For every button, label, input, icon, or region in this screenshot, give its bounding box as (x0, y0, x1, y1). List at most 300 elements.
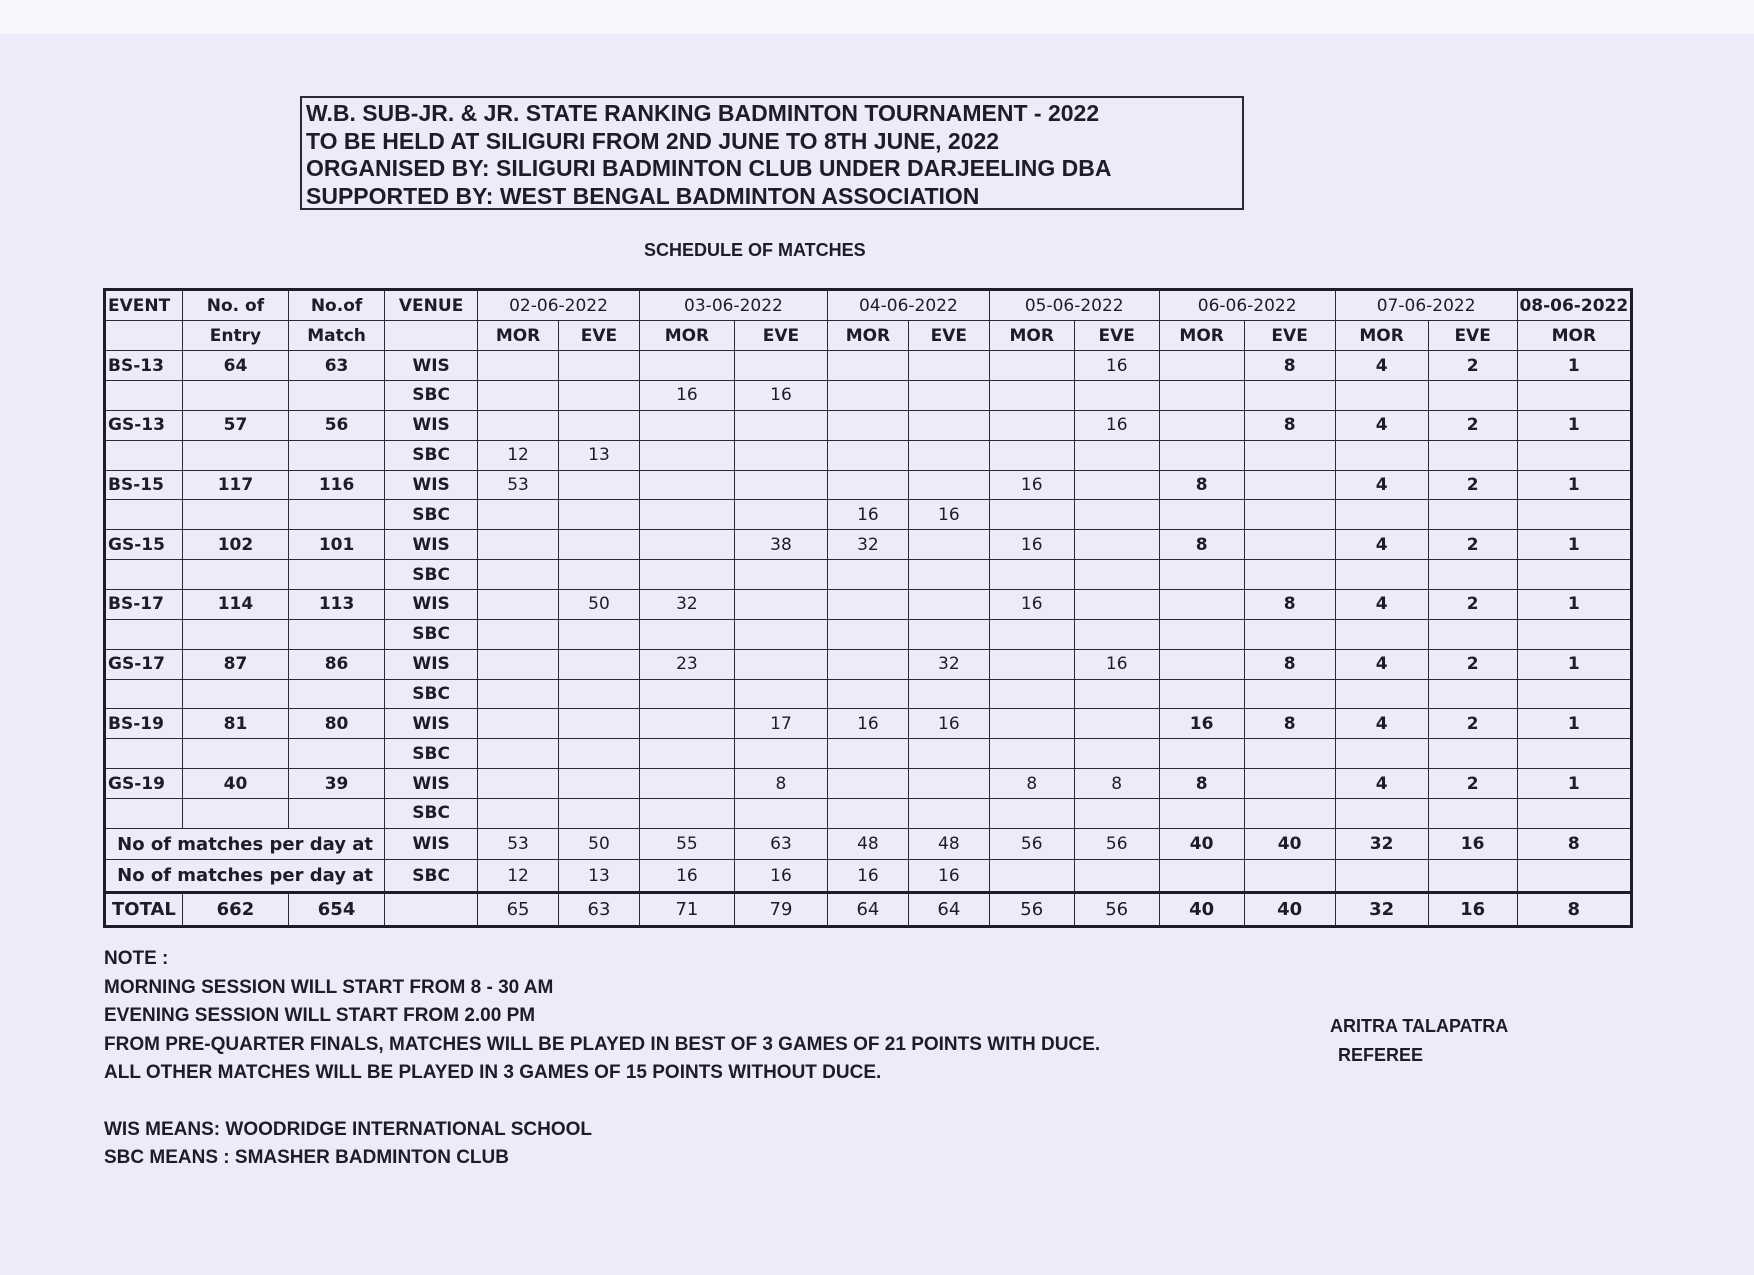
schedule-cell: 50 (559, 590, 640, 620)
event-match: 39 (289, 769, 385, 799)
schedule-cell (1517, 560, 1631, 590)
per-day-cell: 16 (908, 860, 989, 893)
event-entry-blank (182, 619, 288, 649)
event-match: 113 (289, 590, 385, 620)
schedule-cell (1428, 440, 1517, 470)
schedule-cell: 1 (1517, 470, 1631, 500)
schedule-cell (1244, 679, 1335, 709)
schedule-cell: 1 (1517, 410, 1631, 440)
schedule-cell: 16 (989, 590, 1074, 620)
schedule-cell (478, 410, 559, 440)
schedule-cell (1428, 500, 1517, 530)
table-row (105, 828, 1632, 859)
schedule-cell (734, 679, 827, 709)
event-name: BS-13 (105, 351, 183, 381)
per-day-cell: 32 (1335, 828, 1428, 859)
per-day-cell: 53 (478, 828, 559, 859)
schedule-cell: 2 (1428, 709, 1517, 739)
venue-legend-line: WIS MEANS: WOODRIDGE INTERNATIONAL SCHOOL (104, 1118, 593, 1140)
total-cell: 79 (734, 892, 827, 926)
table-row (105, 440, 1632, 470)
schedule-cell (639, 470, 734, 500)
event-match: 80 (289, 709, 385, 739)
event-match: 63 (289, 351, 385, 381)
schedule-cell (478, 619, 559, 649)
event-entry: 64 (182, 351, 288, 381)
schedule-cell: 1 (1517, 351, 1631, 381)
schedule-cell (1159, 649, 1244, 679)
schedule-cell (1074, 739, 1159, 769)
per-day-cell: 16 (827, 860, 908, 893)
header-entry: No. of (182, 290, 288, 321)
schedule-cell (639, 410, 734, 440)
header-line: W.B. SUB-JR. & JR. STATE RANKING BADMINTON TOURNAMENT - 2022 (306, 100, 1100, 126)
schedule-cell: 32 (639, 590, 734, 620)
schedule-cell: 1 (1517, 709, 1631, 739)
header-line: TO BE HELD AT SILIGURI FROM 2ND JUNE TO 8TH JUNE, 2022 (306, 127, 1000, 154)
schedule-cell: 16 (639, 381, 734, 411)
schedule-cell (1428, 560, 1517, 590)
schedule-cell (1074, 470, 1159, 500)
event-entry-blank (182, 739, 288, 769)
schedule-cell (827, 619, 908, 649)
schedule-cell (639, 769, 734, 799)
schedule-cell: 4 (1335, 410, 1428, 440)
schedule-cell (1244, 530, 1335, 560)
schedule-subtitle: SCHEDULE OF MATCHES (644, 240, 866, 260)
header-session: MOR (639, 321, 734, 351)
schedule-cell (559, 799, 640, 829)
schedule-cell (1428, 739, 1517, 769)
schedule-cell (1428, 679, 1517, 709)
schedule-cell (989, 351, 1074, 381)
table-row (105, 649, 1632, 679)
event-match: 101 (289, 530, 385, 560)
total-cell: 71 (639, 892, 734, 926)
schedule-cell (1159, 351, 1244, 381)
schedule-cell (908, 351, 989, 381)
schedule-cell (478, 381, 559, 411)
schedule-cell (827, 649, 908, 679)
header-entry: Entry (182, 321, 288, 351)
header-line: ORGANISED BY: SILIGURI BADMINTON CLUB UNDER DARJEELING DBA (306, 155, 1112, 181)
schedule-cell: 2 (1428, 410, 1517, 440)
schedule-cell (559, 739, 640, 769)
tournament-header-box (300, 96, 1244, 210)
total-cell: 63 (559, 892, 640, 926)
event-match: 56 (289, 410, 385, 440)
venue-sbc: SBC (385, 560, 478, 590)
schedule-cell (1517, 500, 1631, 530)
per-day-label-sbc: No of matches per day at (105, 860, 385, 893)
schedule-cell (734, 470, 827, 500)
schedule-cell (989, 649, 1074, 679)
event-match-blank (289, 500, 385, 530)
schedule-cell: 16 (827, 500, 908, 530)
schedule-cell (827, 679, 908, 709)
schedule-cell (734, 799, 827, 829)
venue-sbc: SBC (385, 381, 478, 411)
schedule-cell (559, 709, 640, 739)
schedule-cell (989, 410, 1074, 440)
per-day-cell: 13 (559, 860, 640, 893)
schedule-cell (1244, 560, 1335, 590)
table-row (105, 290, 1632, 321)
note-line: MORNING SESSION WILL START FROM 8 - 30 AM (104, 976, 554, 998)
scan-top-band (0, 0, 1754, 34)
schedule-cell: 16 (908, 500, 989, 530)
venue-sbc: SBC (385, 860, 478, 893)
header-match: No.of (289, 290, 385, 321)
schedule-cell (827, 410, 908, 440)
schedule-cell: 4 (1335, 470, 1428, 500)
schedule-cell (559, 530, 640, 560)
schedule-cell (478, 590, 559, 620)
schedule-cell (1244, 619, 1335, 649)
schedule-cell (989, 440, 1074, 470)
schedule-cell (734, 560, 827, 590)
schedule-cell: 16 (908, 709, 989, 739)
header-session: MOR (989, 321, 1074, 351)
header-venue: VENUE (385, 290, 478, 321)
schedule-cell (1335, 679, 1428, 709)
referee-name: ARITRA TALAPATRA (1330, 1016, 1509, 1036)
schedule-cell (908, 440, 989, 470)
header-date: 05-06-2022 (989, 290, 1159, 321)
schedule-cell: 16 (734, 381, 827, 411)
event-entry: 57 (182, 410, 288, 440)
schedule-cell (1517, 619, 1631, 649)
total-label: TOTAL (105, 892, 183, 926)
schedule-cell (559, 470, 640, 500)
total-cell: 40 (1159, 892, 1244, 926)
schedule-cell: 2 (1428, 351, 1517, 381)
schedule-cell (1428, 381, 1517, 411)
schedule-cell (1244, 799, 1335, 829)
schedule-cell (1335, 560, 1428, 590)
schedule-cell (1159, 739, 1244, 769)
event-match-blank (289, 560, 385, 590)
schedule-cell: 53 (478, 470, 559, 500)
venue-wis: WIS (385, 769, 478, 799)
event-entry: 102 (182, 530, 288, 560)
schedule-cell: 4 (1335, 590, 1428, 620)
schedule-cell (559, 679, 640, 709)
schedule-cell (1074, 619, 1159, 649)
schedule-cell (478, 649, 559, 679)
header-session: EVE (559, 321, 640, 351)
event-name-blank (105, 440, 183, 470)
schedule-cell (1244, 381, 1335, 411)
schedule-cell (639, 440, 734, 470)
venue-wis: WIS (385, 590, 478, 620)
schedule-cell: 2 (1428, 769, 1517, 799)
venue-wis: WIS (385, 470, 478, 500)
total-cell: 32 (1335, 892, 1428, 926)
schedule-cell (1074, 381, 1159, 411)
schedule-cell (639, 799, 734, 829)
event-name-blank (105, 799, 183, 829)
schedule-cell (1517, 739, 1631, 769)
venue-wis: WIS (385, 410, 478, 440)
schedule-cell (559, 560, 640, 590)
schedule-cell (639, 739, 734, 769)
venue-wis: WIS (385, 649, 478, 679)
event-name-blank (105, 560, 183, 590)
event-match: 116 (289, 470, 385, 500)
per-day-cell: 48 (827, 828, 908, 859)
schedule-cell: 16 (989, 530, 1074, 560)
note-line: ALL OTHER MATCHES WILL BE PLAYED IN 3 GAMES OF 15 POINTS WITHOUT DUCE. (104, 1062, 882, 1083)
schedule-cell (1074, 679, 1159, 709)
per-day-cell: 40 (1159, 828, 1244, 859)
per-day-cell: 50 (559, 828, 640, 859)
schedule-cell (639, 560, 734, 590)
header-venue-blank (385, 321, 478, 351)
per-day-cell: 16 (1428, 828, 1517, 859)
schedule-cell (908, 381, 989, 411)
per-day-cell: 12 (478, 860, 559, 893)
table-row (105, 351, 1632, 381)
venue-wis: WIS (385, 828, 478, 859)
event-name-blank (105, 619, 183, 649)
header-event: EVENT (105, 290, 183, 321)
schedule-cell (1159, 500, 1244, 530)
schedule-cell: 8 (1244, 410, 1335, 440)
schedule-cell (908, 769, 989, 799)
schedule-cell (1159, 410, 1244, 440)
total-cell: 65 (478, 892, 559, 926)
schedule-cell (1074, 440, 1159, 470)
schedule-cell (827, 560, 908, 590)
per-day-cell (1244, 860, 1335, 893)
schedule-cell: 1 (1517, 590, 1631, 620)
table-row (105, 410, 1632, 440)
schedule-cell (908, 590, 989, 620)
per-day-cell: 8 (1517, 828, 1631, 859)
table-row (105, 739, 1632, 769)
schedule-cell (908, 410, 989, 440)
schedule-cell (1159, 619, 1244, 649)
header-date: 04-06-2022 (827, 290, 989, 321)
schedule-cell (734, 410, 827, 440)
schedule-cell (639, 351, 734, 381)
schedule-cell (1244, 739, 1335, 769)
schedule-cell: 32 (827, 530, 908, 560)
total-cell: 8 (1517, 892, 1631, 926)
per-day-cell (1335, 860, 1428, 893)
header-session: MOR (478, 321, 559, 351)
schedule-cell (908, 679, 989, 709)
schedule-cell: 16 (1159, 709, 1244, 739)
schedule-cell (478, 560, 559, 590)
schedule-cell: 4 (1335, 530, 1428, 560)
schedule-cell: 4 (1335, 709, 1428, 739)
schedule-cell (827, 351, 908, 381)
schedule-table (103, 288, 1633, 928)
event-entry-blank (182, 799, 288, 829)
event-entry-blank (182, 440, 288, 470)
schedule-cell: 8 (1159, 470, 1244, 500)
schedule-cell (1159, 799, 1244, 829)
table-row (105, 892, 1632, 926)
schedule-cell (1159, 440, 1244, 470)
total-cell: 64 (827, 892, 908, 926)
per-day-cell (989, 860, 1074, 893)
schedule-cell: 16 (1074, 351, 1159, 381)
schedule-cell (827, 440, 908, 470)
event-entry: 114 (182, 590, 288, 620)
schedule-cell (559, 649, 640, 679)
total-cell: 40 (1244, 892, 1335, 926)
event-match-blank (289, 381, 385, 411)
schedule-cell (478, 351, 559, 381)
venue-sbc: SBC (385, 440, 478, 470)
event-match-blank (289, 440, 385, 470)
per-day-cell (1159, 860, 1244, 893)
per-day-cell: 16 (734, 860, 827, 893)
schedule-cell (478, 500, 559, 530)
event-name: GS-13 (105, 410, 183, 440)
per-day-cell: 16 (639, 860, 734, 893)
event-name-blank (105, 500, 183, 530)
event-name: GS-17 (105, 649, 183, 679)
per-day-cell (1074, 860, 1159, 893)
header-session: EVE (1244, 321, 1335, 351)
schedule-cell: 4 (1335, 769, 1428, 799)
schedule-cell: 16 (1074, 649, 1159, 679)
total-match: 654 (289, 892, 385, 926)
total-cell: 56 (1074, 892, 1159, 926)
schedule-cell (1074, 500, 1159, 530)
per-day-cell: 56 (989, 828, 1074, 859)
schedule-cell: 8 (1159, 530, 1244, 560)
schedule-cell (827, 769, 908, 799)
schedule-cell (1428, 799, 1517, 829)
schedule-cell: 23 (639, 649, 734, 679)
event-name: BS-17 (105, 590, 183, 620)
venue-sbc: SBC (385, 739, 478, 769)
event-entry: 81 (182, 709, 288, 739)
schedule-cell (734, 500, 827, 530)
per-day-cell: 48 (908, 828, 989, 859)
schedule-cell (1074, 799, 1159, 829)
header-event-blank (105, 321, 183, 351)
note-line: EVENING SESSION WILL START FROM 2.00 PM (104, 1005, 536, 1026)
venue-sbc: SBC (385, 619, 478, 649)
event-name-blank (105, 739, 183, 769)
schedule-cell (1517, 440, 1631, 470)
schedule-cell (1244, 440, 1335, 470)
table-row (105, 500, 1632, 530)
total-cell: 16 (1428, 892, 1517, 926)
schedule-cell: 8 (1159, 769, 1244, 799)
event-entry-blank (182, 381, 288, 411)
total-venue-blank (385, 892, 478, 926)
schedule-cell (559, 381, 640, 411)
schedule-cell: 4 (1335, 649, 1428, 679)
schedule-cell (1074, 590, 1159, 620)
header-date: 06-06-2022 (1159, 290, 1335, 321)
per-day-cell: 63 (734, 828, 827, 859)
schedule-cell: 8 (1074, 769, 1159, 799)
schedule-cell: 32 (908, 649, 989, 679)
schedule-cell: 8 (734, 769, 827, 799)
event-entry: 117 (182, 470, 288, 500)
table-row (105, 321, 1632, 351)
event-entry-blank (182, 560, 288, 590)
venue-wis: WIS (385, 351, 478, 381)
schedule-cell: 2 (1428, 590, 1517, 620)
schedule-cell: 1 (1517, 649, 1631, 679)
header-session: EVE (908, 321, 989, 351)
schedule-cell (1074, 560, 1159, 590)
schedule-cell: 16 (1074, 410, 1159, 440)
header-session: EVE (1428, 321, 1517, 351)
schedule-cell: 38 (734, 530, 827, 560)
schedule-cell: 8 (1244, 649, 1335, 679)
schedule-cell: 16 (989, 470, 1074, 500)
schedule-cell (827, 381, 908, 411)
event-name: BS-19 (105, 709, 183, 739)
schedule-cell (1517, 381, 1631, 411)
schedule-cell (1159, 679, 1244, 709)
schedule-cell (1159, 560, 1244, 590)
venue-wis: WIS (385, 530, 478, 560)
table-row (105, 381, 1632, 411)
table-row (105, 470, 1632, 500)
schedule-cell: 16 (827, 709, 908, 739)
schedule-cell (908, 799, 989, 829)
schedule-cell (734, 351, 827, 381)
event-entry: 40 (182, 769, 288, 799)
per-day-label-wis: No of matches per day at (105, 828, 385, 859)
event-entry-blank (182, 679, 288, 709)
header-date: 02-06-2022 (478, 290, 640, 321)
table-row (105, 619, 1632, 649)
schedule-cell (478, 769, 559, 799)
schedule-cell (478, 530, 559, 560)
event-entry-blank (182, 500, 288, 530)
event-name: GS-19 (105, 769, 183, 799)
total-cell: 64 (908, 892, 989, 926)
schedule-cell (478, 709, 559, 739)
schedule-cell: 8 (1244, 590, 1335, 620)
per-day-cell (1517, 860, 1631, 893)
schedule-cell (1159, 381, 1244, 411)
schedule-cell (559, 619, 640, 649)
note-line: FROM PRE-QUARTER FINALS, MATCHES WILL BE PLAYED IN BEST OF 3 GAMES OF 21 POINTS WITH DUCE. (104, 1033, 1101, 1055)
event-entry: 87 (182, 649, 288, 679)
table-row (105, 679, 1632, 709)
venue-sbc: SBC (385, 500, 478, 530)
table-row (105, 860, 1632, 893)
event-match-blank (289, 739, 385, 769)
event-match-blank (289, 679, 385, 709)
schedule-cell (1244, 500, 1335, 530)
schedule-cell (908, 530, 989, 560)
schedule-cell (827, 799, 908, 829)
schedule-cell (478, 679, 559, 709)
schedule-cell (559, 769, 640, 799)
schedule-cell (734, 649, 827, 679)
schedule-cell (1244, 470, 1335, 500)
header-session: EVE (734, 321, 827, 351)
header-date: 07-06-2022 (1335, 290, 1517, 321)
notes-section (104, 945, 1144, 1173)
schedule-cell: 2 (1428, 530, 1517, 560)
table-row (105, 709, 1632, 739)
